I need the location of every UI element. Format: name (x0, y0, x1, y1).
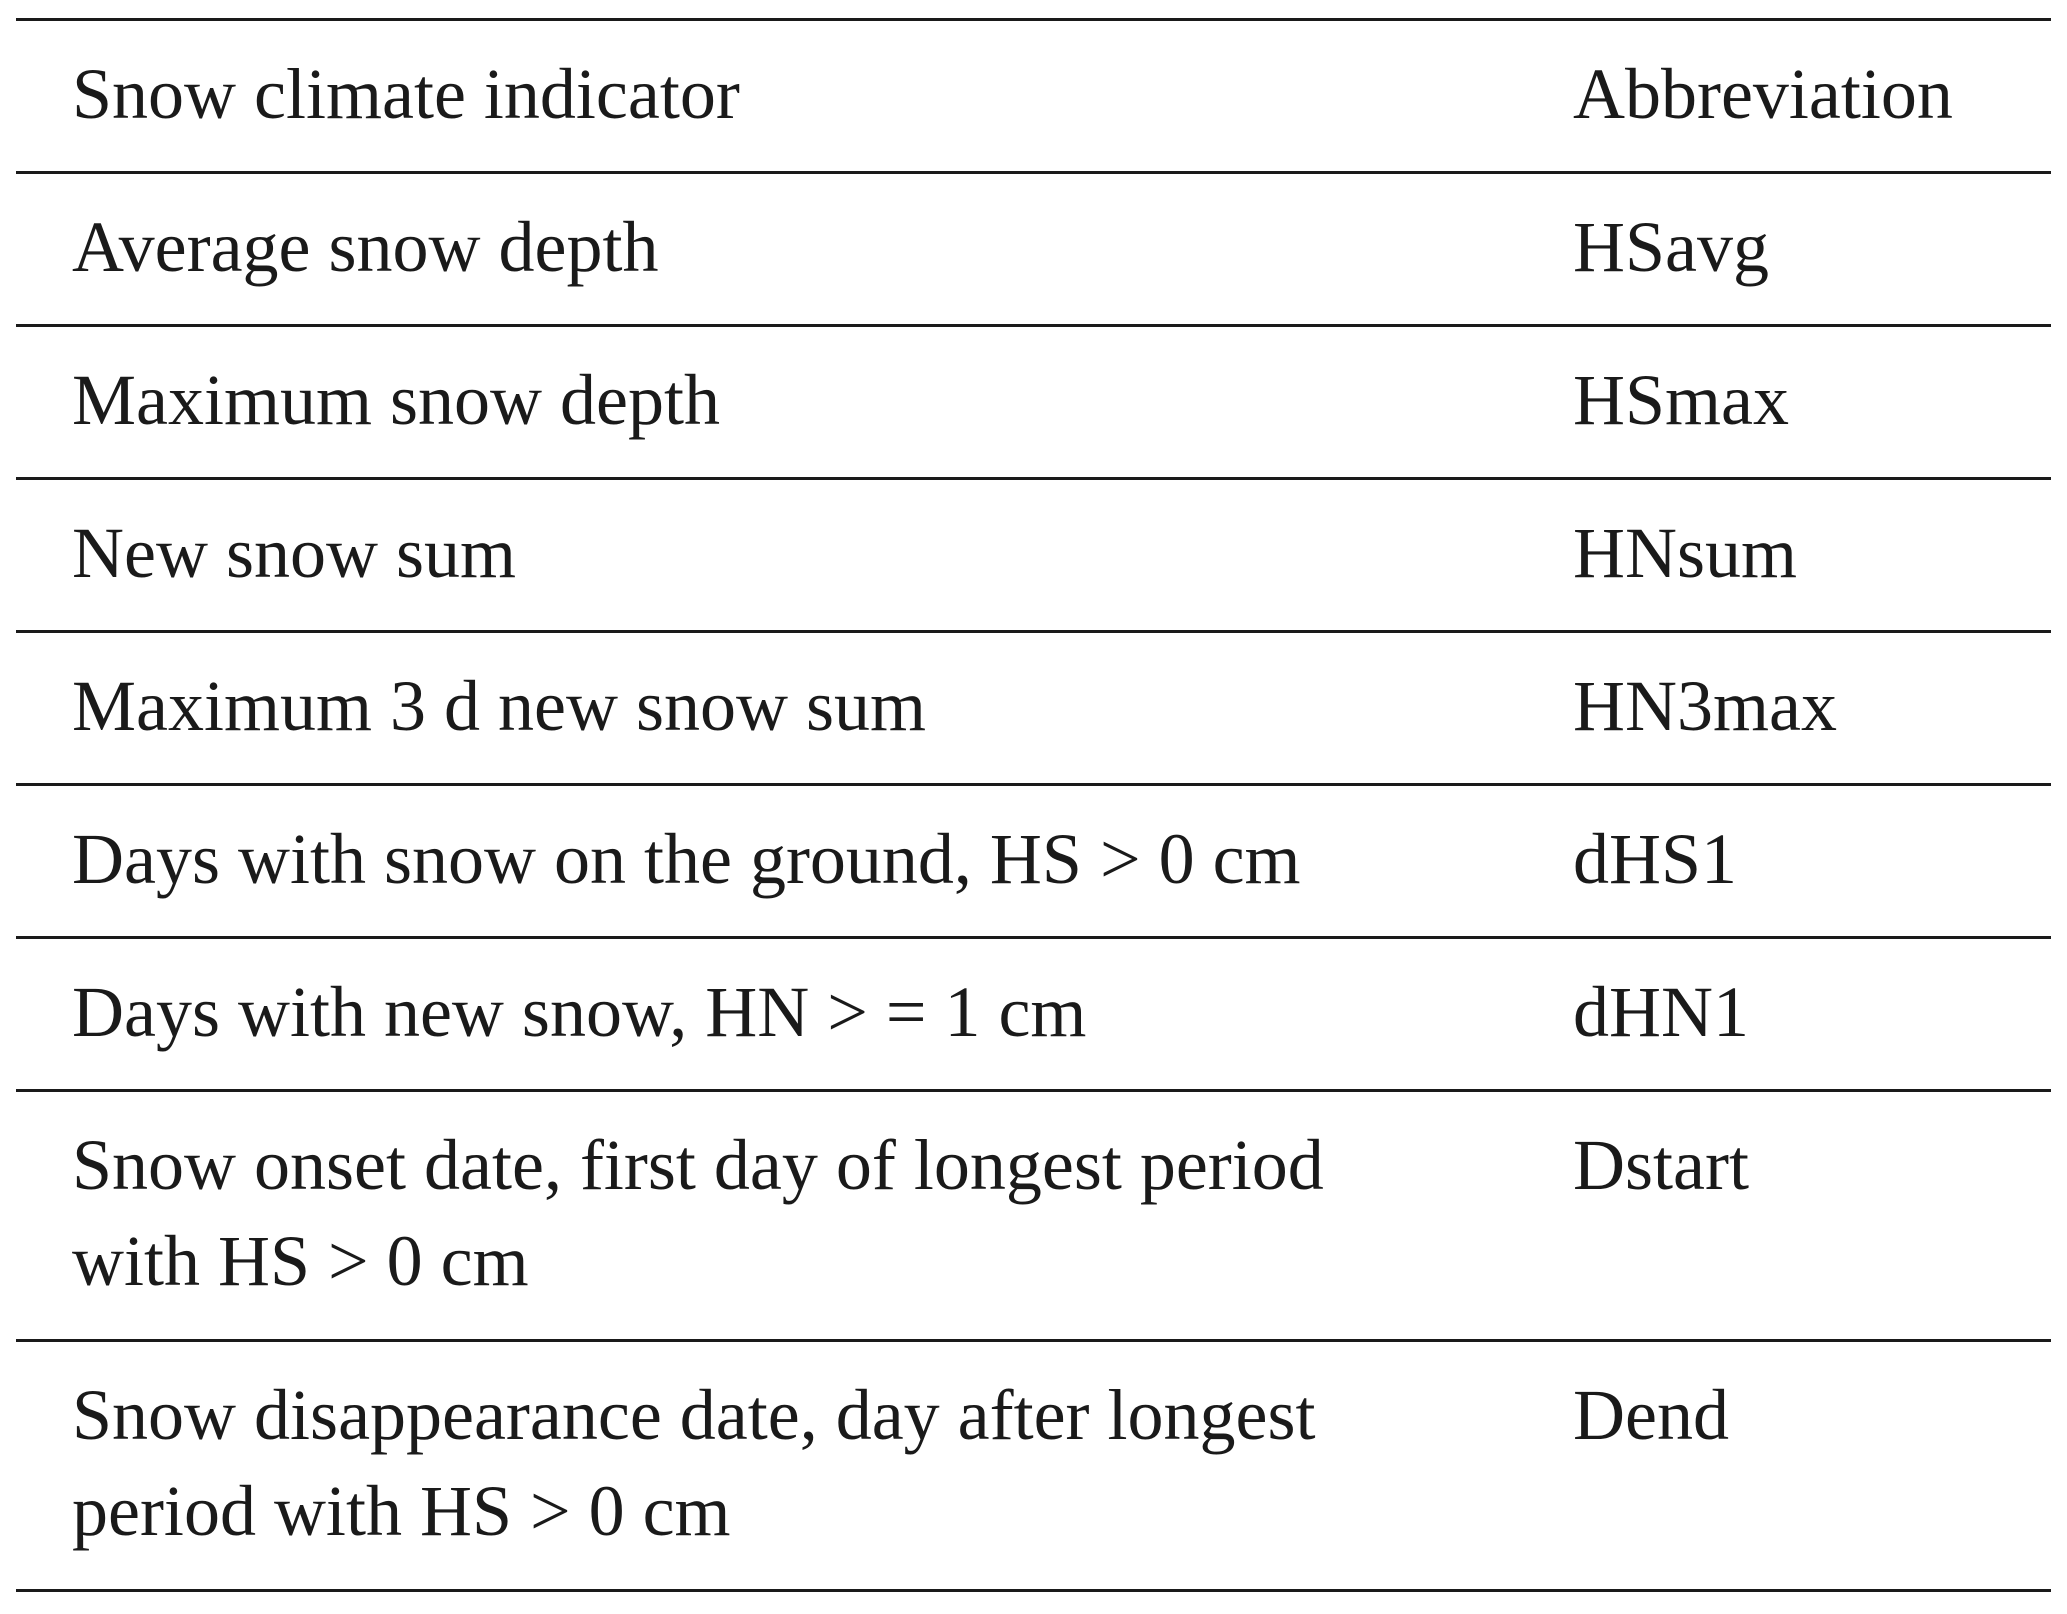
table-row (16, 327, 2051, 480)
indicator-line-2: period with HS > 0 cm (72, 1471, 731, 1551)
abbreviation-cell: HSavg (1573, 207, 1769, 287)
header-abbreviation: Abbreviation (1573, 54, 1953, 134)
indicator-cell: New snow sum (72, 513, 516, 593)
table-row (16, 786, 2051, 939)
abbreviation-cell: dHS1 (1573, 819, 1738, 899)
table-header-row (16, 21, 2051, 174)
indicator-cell: Average snow depth (72, 207, 659, 287)
abbreviation-cell: dHN1 (1573, 972, 1749, 1052)
indicator-line-1: Snow disappearance date, day after longest (72, 1375, 1316, 1455)
abbreviation-cell: Dstart (1573, 1125, 1749, 1205)
table-row (16, 939, 2051, 1092)
indicator-cell (16, 1092, 1573, 1339)
indicator-cell: Maximum 3 d new snow sum (72, 666, 926, 746)
abbreviation-cell: HN3max (1573, 666, 1837, 746)
abbreviation-cell: Dend (1573, 1375, 1729, 1455)
table-row (16, 633, 2051, 786)
indicator-line-1: Snow onset date, first day of longest period (72, 1125, 1324, 1205)
indicator-cell: Maximum snow depth (72, 360, 720, 440)
indicator-cell (16, 1342, 1573, 1589)
table-row (16, 1092, 2051, 1342)
abbreviation-cell: HSmax (1573, 360, 1789, 440)
indicator-cell: Days with new snow, HN > = 1 cm (72, 972, 1087, 1052)
table-row (16, 480, 2051, 633)
table-row (16, 174, 2051, 327)
snow-indicator-table (16, 18, 2051, 1592)
indicator-cell: Days with snow on the ground, HS > 0 cm (72, 819, 1301, 899)
header-indicator: Snow climate indicator (72, 54, 740, 134)
abbreviation-cell: HNsum (1573, 513, 1798, 593)
indicator-line-2: with HS > 0 cm (72, 1221, 529, 1301)
table-row (16, 1342, 2051, 1592)
